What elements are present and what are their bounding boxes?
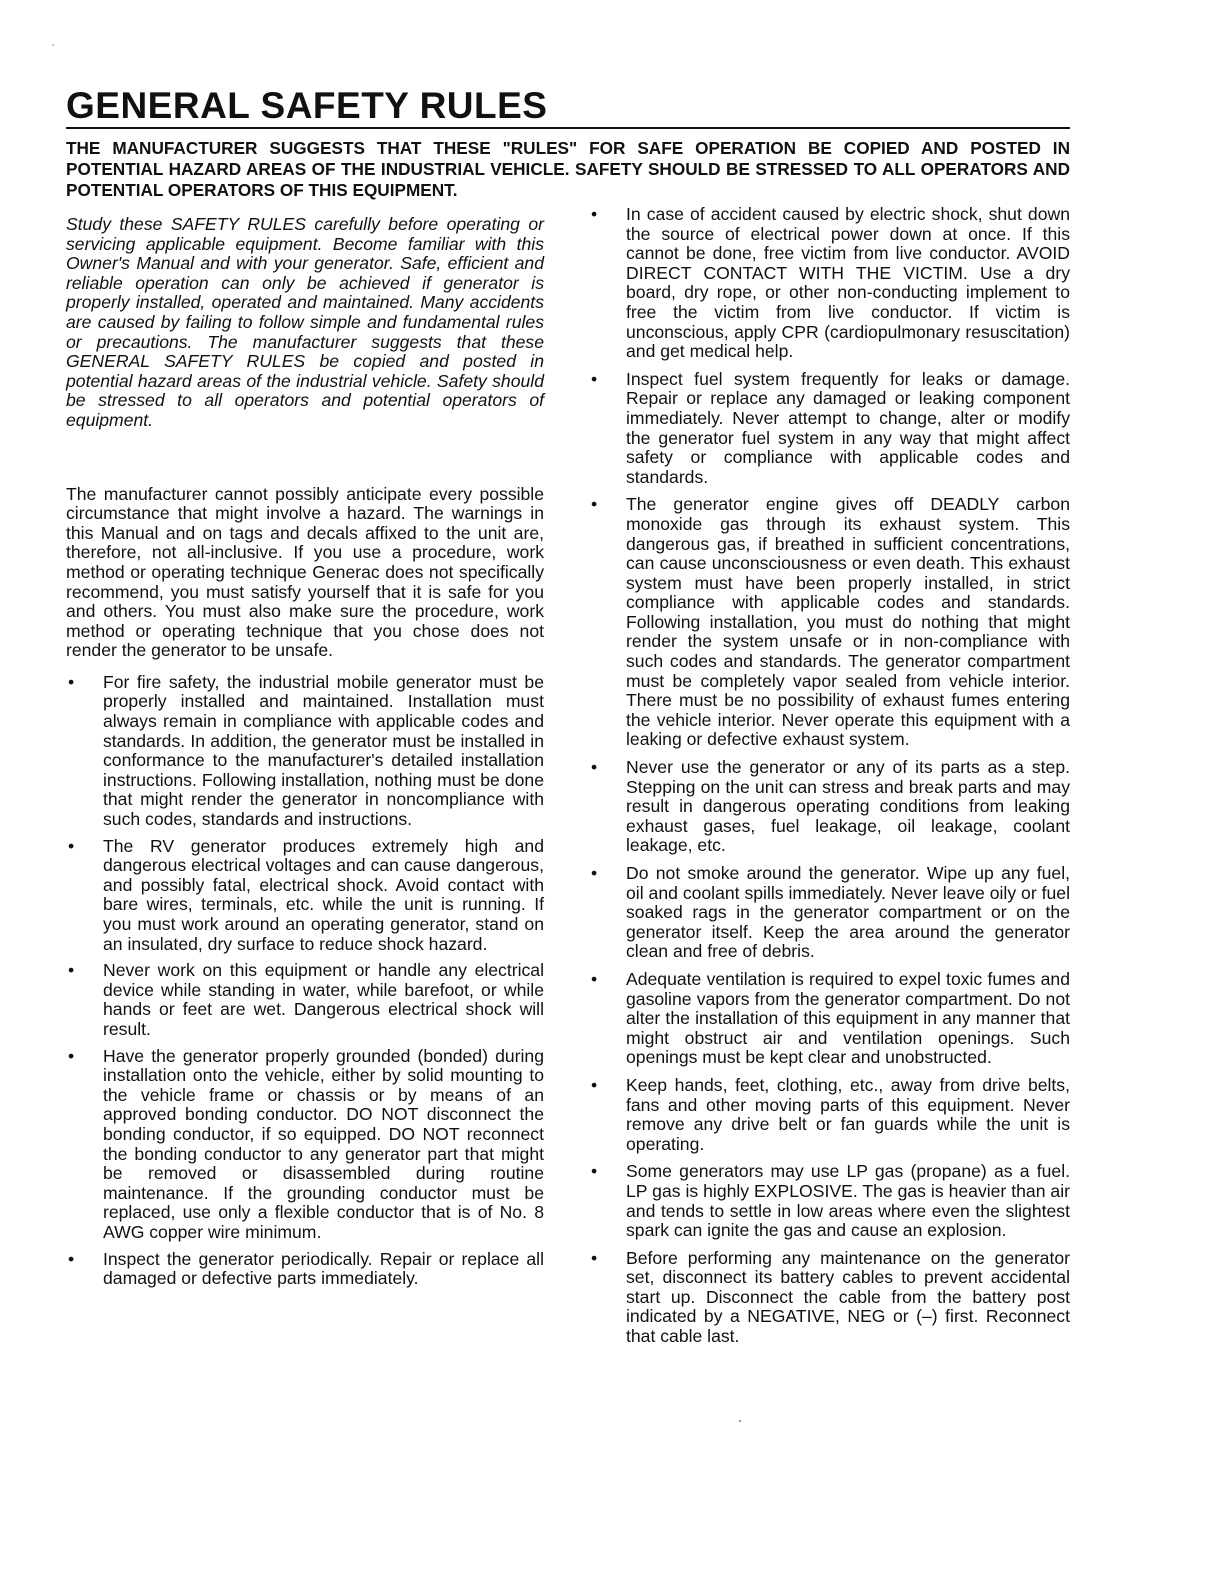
bullet-icon: • (591, 494, 598, 515)
bullet-icon: • (591, 204, 598, 224)
rule-item (66, 961, 544, 1039)
bullet-icon: • (591, 757, 598, 778)
rule-text: Inspect fuel system frequently for leaks or damage. Repair or replace any damaged or leaking component immediately. Never attempt to change, alter or modify the generator fuel system in any way that might affect safety or compliance with applicable codes and standards. (626, 368, 1070, 487)
bullet-icon: • (591, 1247, 598, 1268)
rule-item (590, 1162, 1070, 1240)
rule-text: Have the generator properly grounded (bonded) during installation onto the vehicle, either by solid mounting to the vehicle frame or chassis or by means of an approved bonding conductor. DO NOT disconnect the bonding conductor, if so equipped. DO NOT reconnect the bonding conductor to any generator part that might be removed or disassembled during routine maintenance. If the grounding conductor must be replaced, use only a flexible conductor that is of No. 8 AWG copper wire minimum. (103, 1045, 544, 1242)
rule-item (590, 758, 1070, 856)
rule-text: Do not smoke around the generator. Wipe up any fuel, oil and coolant spills immediately. Never leave oily or fuel soaked rags in the generator compartment or on the generator itself. Keep the area around the generator clean and free of debris. (626, 863, 1070, 962)
bullet-icon: • (68, 1248, 75, 1269)
bullet-icon: • (591, 968, 598, 989)
rule-item (66, 673, 544, 830)
rule-item (590, 370, 1070, 488)
scan-speck (52, 44, 54, 46)
bullet-icon: • (591, 1074, 598, 1095)
rule-text: For fire safety, the industrial mobile generator must be properly installed and maintained. Installation must always remain in compliance with applicable codes and standards. In addition, the generator must be installed in conformance to the manufacturer's detailed installation instructions. Following installation, nothing must be done that might render the generator in noncompliance with such codes, standards and instructions. (103, 671, 544, 830)
rule-item (66, 1250, 544, 1289)
left-rules-list (66, 673, 544, 1289)
page-title: GENERAL SAFETY RULES (66, 85, 548, 126)
rule-item (590, 1076, 1070, 1154)
rule-text: The generator engine gives off DEADLY carbon monoxide gas through its exhaust system. This dangerous gas, if breathed in sufficient concentrations, can cause unconsciousness or even death. This exhaust system must have been properly installed, in strict compliance with applicable codes and standards. Following installation, you must do nothing that might render the system unsafe or in non-compliance with such codes and standards. The generator compartment must be completely vapor sealed from vehicle interior. There must be no possibility of exhaust fumes entering the vehicle interior. Never operate this equipment with a leaking or defective exhaust system. (626, 494, 1070, 750)
rule-text: In case of accident caused by electric shock, shut down the source of electrical power down at once. If this cannot be done, free victim from live conductor. AVOID DIRECT CONTACT WITH THE VICTIM. Use a dry board, dry rope, or other non-conducting implement to free the victim from live conductor. If victim is unconscious, apply CPR (cardiopulmonary resuscitation) and get medical help. (626, 204, 1070, 362)
rule-item (590, 864, 1070, 962)
scan-speck (739, 1420, 741, 1422)
disclaimer-paragraph: The manufacturer cannot possibly anticipate every possible circumstance that might involve a hazard. The warnings in this Manual and on tags and decals affixed to the unit are, therefore, not all-inclusive. If you use a procedure, work method or operating technique Generac does not specifically recommend, you must satisfy yourself that it is safe for you and others. You must also make sure the procedure, work method or operating technique that you chose does not render the generator to be unsafe. (66, 483, 544, 661)
bullet-icon: • (591, 1161, 598, 1182)
rule-text: Adequate ventilation is required to expel toxic fumes and gasoline vapors from the generator compartment. Do not alter the installation of this equipment in any manner that might obstruct air and ventilation openings. Such openings must be kept clear and unobstructed. (626, 968, 1070, 1068)
bullet-icon: • (591, 863, 598, 883)
rule-item (590, 495, 1070, 750)
rule-item (590, 205, 1070, 362)
bullet-icon: • (68, 835, 75, 856)
rule-text: The RV generator produces extremely high and dangerous electrical voltages and can cause dangerous, and possibly fatal, electrical shock. Avoid contact with bare wires, terminals, etc. while the unit is running. If you must work around an operating generator, stand on an insulated, dry surface to reduce shock hazard. (103, 835, 544, 954)
rule-item (66, 1047, 544, 1243)
bullet-icon: • (68, 960, 75, 981)
rule-text: Never use the generator or any of its parts as a step. Stepping on the unit can stress and break parts and may result in dangerous operating conditions from leaking exhaust gases, fuel leakage, oil leakage, coolant leakage, etc. (626, 757, 1070, 856)
rule-text: Before performing any maintenance on the generator set, disconnect its battery cables to prevent accidental start up. Disconnect the cable from the battery post indicated by a NEGATIVE, NEG or (–) first. Reconnect that cable last. (626, 1247, 1070, 1347)
left-column (66, 205, 544, 1296)
rule-text: Some generators may use LP gas (propane) as a fuel. LP gas is highly EXPLOSIVE. The gas is heavier than air and tends to settle in low areas where even the slightest spark can ignite the gas and cause an explosion. (626, 1161, 1070, 1241)
bullet-icon: • (68, 671, 75, 692)
right-column (590, 205, 1070, 1355)
rule-item (590, 970, 1070, 1068)
bullet-icon: • (68, 1045, 75, 1066)
rule-item (590, 1249, 1070, 1347)
title-divider (66, 127, 1070, 129)
rule-text: Never work on this equipment or handle any electrical device while standing in water, while barefoot, or while hands or feet are wet. Dangerous electrical shock will result. (103, 960, 544, 1039)
bullet-icon: • (591, 368, 598, 389)
right-rules-list (590, 205, 1070, 1347)
manufacturer-notice: THE MANUFACTURER SUGGESTS THAT THESE "RULES" FOR SAFE OPERATION BE COPIED AND POSTED IN POTENTIAL HAZARD AREAS OF THE INDUSTRIAL VEHICLE. SAFETY SHOULD BE STRESSED TO ALL OPERATORS AND POTENTIAL OPERATORS OF THIS EQUIPMENT. (66, 138, 1070, 200)
rule-item (66, 837, 544, 955)
rule-text: Inspect the generator periodically. Repair or replace all damaged or defective parts immediately. (103, 1248, 544, 1289)
intro-paragraph: Study these SAFETY RULES carefully before operating or servicing applicable equipment. Become familiar with this Owner's Manual and with your generator. Safe, efficient and reliable operation can only be achieved if generator is properly installed, operated and maintained. Many accidents are caused by failing to follow simple and fundamental rules or precautions. The manufacturer suggests that these GENERAL SAFETY RULES be copied and posted in potential hazard areas of the industrial vehicle. Safety should be stressed to all operators and potential operators of equipment. (66, 214, 544, 430)
rule-text: Keep hands, feet, clothing, etc., away from drive belts, fans and other moving parts of this equipment. Never remove any drive belt or fan guards while the unit is operating. (626, 1074, 1070, 1154)
